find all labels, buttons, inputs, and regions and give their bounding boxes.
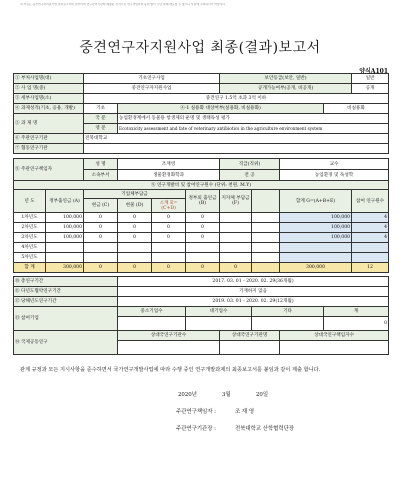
row-program xyxy=(14,84,389,94)
budget-head-sub: 소계 E=(C+D) xyxy=(152,199,186,213)
budget-cell-local: 0 xyxy=(186,223,220,233)
budget-cell-sub: 0 xyxy=(152,233,186,243)
row-ministry xyxy=(14,74,389,84)
label-category: ④ 과제성격(기초, 응용, 개발) xyxy=(14,104,84,114)
budget-cell-local xyxy=(186,243,220,253)
budget-sum-total: 300,000 xyxy=(280,263,352,273)
pi-signature-label: 주관연구책임자 : xyxy=(176,409,216,415)
budget-sum-row xyxy=(14,263,389,273)
date-month: 3월 xyxy=(222,392,231,398)
value-project-kor: 농업환경계에서 동물용 항생제의 운명 및 생태독성 평가 xyxy=(118,114,389,124)
budget-sum-blank xyxy=(252,263,280,273)
date-day: 20일 xyxy=(256,392,269,398)
row-detail xyxy=(14,94,389,104)
label-pi-name: 성 명 xyxy=(84,159,118,170)
budget-cell-people xyxy=(352,253,389,263)
label-ministry: ① 부처사업명(대) xyxy=(14,74,84,84)
value-pi-title: 교수 xyxy=(280,159,389,170)
budget-cell-sub xyxy=(152,243,186,253)
label-project-kor: 국 문 xyxy=(84,114,118,124)
budget-cell-kind xyxy=(118,243,152,253)
companies-sum: 0 xyxy=(324,317,389,331)
budget-cell-year: 3차년도 xyxy=(14,233,46,243)
label-agency: ⑥ 주관연구기관 xyxy=(14,134,84,144)
value-project-eng: Ecotoxicity assessment and fate of veterinary antibiotics in the agriculture environment system xyxy=(118,124,389,134)
budget-sum-local: 0 xyxy=(186,263,220,273)
row-period-next xyxy=(14,287,389,297)
budget-cell-kind: 0 xyxy=(118,233,152,243)
label-program: ② 사 업 명(중) xyxy=(14,84,84,94)
budget-cell-local xyxy=(186,253,220,263)
budget-cell-sub xyxy=(152,253,186,263)
companies-small xyxy=(118,317,186,331)
companies-head-etc: 기타 xyxy=(252,307,324,317)
budget-row xyxy=(14,223,389,233)
budget-cell-year: 1차년도 xyxy=(14,213,46,223)
budget-head-kind: 현물 (D) xyxy=(118,199,152,213)
budget-sum-people: 12 xyxy=(352,263,389,273)
value-pi-dept: 생물환경화학과 xyxy=(118,170,220,181)
budget-cell-people xyxy=(352,243,389,253)
budget-cell-gov xyxy=(46,243,84,253)
value-disclosure: 공개 xyxy=(352,84,389,94)
row-agency xyxy=(14,134,389,144)
budget-sum-sub: 0 xyxy=(152,263,186,273)
org-signature-value: 전북대학교 산학협력단장 xyxy=(235,426,294,432)
value-ministry: 기초연구사업 xyxy=(84,74,220,84)
budget-cell-cash: 0 xyxy=(84,213,118,223)
label-practical: ④-1 실용화 대상여부(실용화, 비실용화) xyxy=(118,104,324,114)
budget-row xyxy=(14,243,389,253)
companies-big xyxy=(186,317,252,331)
budget-row xyxy=(14,213,389,223)
label-period-total: ⑩ 총연구기간 xyxy=(14,277,118,287)
value-pi-name: 조재영 xyxy=(118,159,220,170)
budget-head-year: 년 도 xyxy=(14,190,46,213)
budget-cell-local: 0 xyxy=(186,233,220,243)
label-pi-major: 전 공 xyxy=(220,170,280,181)
budget-cell-kind: 0 xyxy=(118,223,152,233)
intl-head-country: 상대국연구기관수 xyxy=(118,331,220,341)
report-table xyxy=(13,73,388,355)
companies-head-sum: 계 xyxy=(324,307,389,317)
budget-cell-other xyxy=(220,213,252,223)
label-period-next: ⑪ 다년도협약연구기간 xyxy=(14,287,118,297)
budget-cell-people: 4 xyxy=(352,213,389,223)
budget-cell-other xyxy=(220,233,252,243)
row-budget-section xyxy=(14,181,389,190)
budget-rows xyxy=(14,213,389,263)
pi-signature-value: 조 재 영 xyxy=(235,409,255,415)
budget-sum-gov: 300,000 xyxy=(46,263,84,273)
value-program: 중견연구자지원사업 xyxy=(84,84,220,94)
value-pi-major: 농업환경 및 독성학 xyxy=(280,170,389,181)
value-detail: 중견연구 1.5억 초과 3억 이하 xyxy=(84,94,389,104)
budget-cell-total: 100,000 xyxy=(280,223,352,233)
budget-cell-blank xyxy=(252,243,280,253)
label-period-current: ⑫ 당해년도연구기간 xyxy=(14,297,118,307)
companies-head-big: 대기업수 xyxy=(186,307,252,317)
value-agency: 전북대학교 xyxy=(84,134,389,144)
budget-cell-sub: 0 xyxy=(152,213,186,223)
budget-cell-cash xyxy=(84,243,118,253)
budget-cell-cash: 0 xyxy=(84,233,118,243)
row-project-kor xyxy=(14,114,389,124)
top-notice: 위 자료는 중견연구자지원사업 결과보고서의 일부이며 연구관리기관에 제출된 서식으로 연구책임자의 동의 없이 무단 복제·배포할 수 없으니 사용에 주의하시기 바랍니다. xyxy=(20,3,227,6)
label-security: 보안등급(보안, 일반) xyxy=(220,74,352,84)
declaration-text: 관계 규정과 모든 지시사항을 준수하면서 국가연구개발사업에 따라 수행 중인 연구개발과제의 최종보고서를 붙임과 같이 제출 합니다. xyxy=(20,367,321,373)
budget-sum-year: 합 계 xyxy=(14,263,46,273)
label-detail: ③ 세부사업명(소) xyxy=(14,94,84,104)
budget-cell-sub: 0 xyxy=(152,223,186,233)
row-companies-head xyxy=(14,307,389,317)
value-security: 일반 xyxy=(352,74,389,84)
row-period-current xyxy=(14,297,389,307)
budget-cell-other xyxy=(220,243,252,253)
label-disclosure: 공개가능여부(공개, 비공개) xyxy=(220,84,352,94)
org-signature-label: 주관연구기관장 : xyxy=(176,426,216,432)
budget-row xyxy=(14,233,389,243)
budget-head-gov: 정부출연금 (A) xyxy=(46,190,84,213)
row-intl-head xyxy=(14,331,389,341)
budget-cell-gov: 100,000 xyxy=(46,233,84,243)
budget-cell-people: 4 xyxy=(352,233,389,243)
row-collab xyxy=(14,144,389,154)
budget-sum-cash: 0 xyxy=(84,263,118,273)
budget-cell-other xyxy=(220,223,252,233)
budget-head-total: 합계 G=(A+B+E) xyxy=(280,190,352,213)
intl-org xyxy=(220,341,280,355)
companies-etc xyxy=(252,317,324,331)
row-budget-head-1 xyxy=(14,190,389,199)
budget-head-private: 기업체부담금 xyxy=(84,190,186,199)
budget-cell-blank xyxy=(252,213,280,223)
budget-head-people: 참여 연구원수 xyxy=(352,190,389,213)
companies-head-small: 중소기업수 xyxy=(118,307,186,317)
budget-head-blank xyxy=(252,190,280,213)
label-collab: ⑦ 협동연구기관 xyxy=(14,144,84,154)
budget-cell-blank xyxy=(252,253,280,263)
date-year: 2020년 xyxy=(178,392,197,398)
budget-cell-total: 100,000 xyxy=(280,233,352,243)
budget-cell-people: 4 xyxy=(352,223,389,233)
budget-cell-gov: 100,000 xyxy=(46,213,84,223)
budget-cell-kind xyxy=(118,253,152,263)
value-period-current: 2019. 03. 01 - 2020. 02. 29(12개월) xyxy=(118,297,389,307)
budget-cell-blank xyxy=(252,233,280,243)
budget-cell-total: 100,000 xyxy=(280,213,352,223)
budget-cell-local: 0 xyxy=(186,213,220,223)
budget-cell-year: 4차년도 xyxy=(14,243,46,253)
intl-country xyxy=(118,341,220,355)
label-intl: ⑭ 국제공동연구 xyxy=(14,331,118,355)
row-category xyxy=(14,104,389,114)
budget-head-local: 정부외 출연금 (B) xyxy=(186,190,220,213)
budget-cell-blank xyxy=(252,223,280,233)
budget-cell-gov: 100,000 xyxy=(46,223,84,233)
row-pi-1 xyxy=(14,159,389,170)
intl-head-org: 상대국연구기관명 xyxy=(220,331,280,341)
label-pi-title: 직급(직위) xyxy=(220,159,280,170)
value-period-total: 2017. 03. 01 - 2020. 02. 29(36개월) xyxy=(118,277,389,287)
budget-cell-year: 5차년도 xyxy=(14,253,46,263)
label-project: ⑤ 과 제 명 xyxy=(14,114,84,134)
value-category: 기초 xyxy=(84,104,118,114)
value-period-next: 기재하지 않음 xyxy=(118,287,389,297)
budget-cell-total xyxy=(280,253,352,263)
value-collab xyxy=(84,144,389,154)
budget-sum-kind: 0 xyxy=(118,263,152,273)
page-title: 중견연구자지원사업 최종(결과)보고서 xyxy=(79,40,321,56)
budget-cell-other xyxy=(220,253,252,263)
label-companies: ⑬ 참여기업 xyxy=(14,307,118,331)
budget-row xyxy=(14,253,389,263)
label-budget-section: ⑨ 연구개발비 및 참여연구원수 (단위: 천원, M.Y) xyxy=(14,181,389,190)
budget-head-other: 지자체 부담금 (F) xyxy=(220,190,252,213)
intl-head-pi: 상대국연구책임자수 xyxy=(280,331,389,341)
budget-head-cash: 현금 (C) xyxy=(84,199,118,213)
budget-cell-kind: 0 xyxy=(118,213,152,223)
row-period-total xyxy=(14,277,389,287)
label-project-eng: 영 문 xyxy=(84,124,118,134)
label-pi-dept: 소속부서 xyxy=(84,170,118,181)
budget-sum-other: 0 xyxy=(220,263,252,273)
value-practical: 비실용화 xyxy=(324,104,389,114)
budget-cell-cash: 0 xyxy=(84,223,118,233)
budget-cell-gov xyxy=(46,253,84,263)
budget-cell-year: 2차년도 xyxy=(14,223,46,233)
budget-cell-cash xyxy=(84,253,118,263)
form-number: 양식A101 xyxy=(359,68,388,75)
intl-pi xyxy=(280,341,389,355)
label-pi: ⑧ 주관연구책임자 xyxy=(14,159,84,181)
budget-cell-total xyxy=(280,243,352,253)
